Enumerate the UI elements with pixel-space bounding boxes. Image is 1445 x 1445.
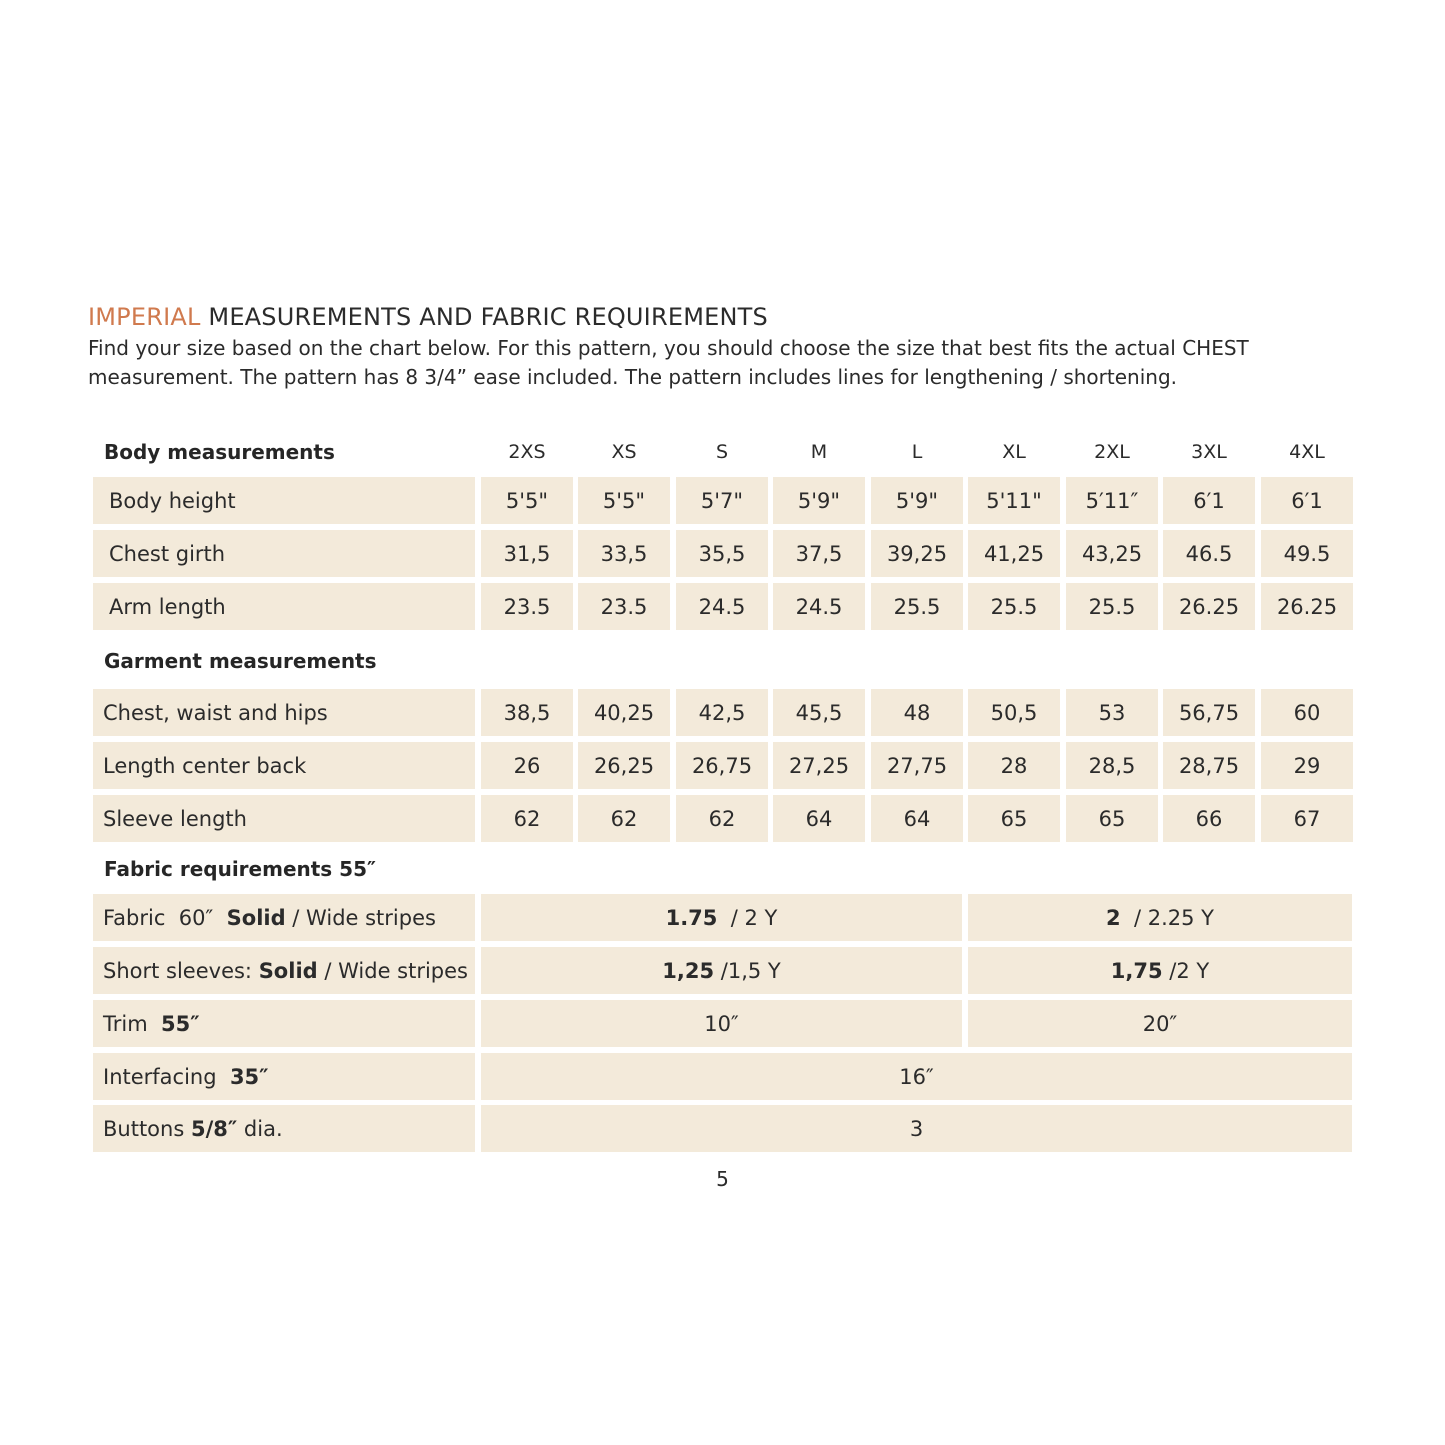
table-cell: 65 bbox=[968, 795, 1060, 842]
buttons-cell: 3 bbox=[481, 1105, 1352, 1152]
table-cell: 5'9" bbox=[871, 477, 963, 524]
table-cell: 56,75 bbox=[1163, 689, 1255, 736]
fabric-large-sizes-cell: 2 / 2.25 Y bbox=[968, 894, 1352, 941]
title-accent: IMPERIAL bbox=[88, 303, 201, 331]
row-label: Short sleeves: Solid / Wide stripes bbox=[93, 947, 475, 994]
fabric-small-sizes-cell: 1.75 / 2 Y bbox=[481, 894, 962, 941]
table-cell: 43,25 bbox=[1066, 530, 1158, 577]
table-cell: 5′11″ bbox=[1066, 477, 1158, 524]
table-row bbox=[0, 894, 1445, 941]
size-header: S bbox=[715, 441, 729, 463]
table-cell: 67 bbox=[1261, 795, 1353, 842]
table-cell: 28,75 bbox=[1163, 742, 1255, 789]
size-header: 3XL bbox=[1191, 441, 1227, 463]
table-cell: 53 bbox=[1066, 689, 1158, 736]
row-label: Sleeve length bbox=[93, 795, 475, 842]
table-cell: 26.25 bbox=[1163, 583, 1255, 630]
table-cell: 41,25 bbox=[968, 530, 1060, 577]
page-number: 5 bbox=[716, 1167, 729, 1191]
table-row bbox=[0, 1053, 1445, 1100]
table-cell: 42,5 bbox=[676, 689, 768, 736]
table-cell: 31,5 bbox=[481, 530, 573, 577]
table-cell: 29 bbox=[1261, 742, 1353, 789]
sleeves-large-sizes-cell: 1,75 /2 Y bbox=[968, 947, 1352, 994]
trim-large-sizes-cell: 20″ bbox=[968, 1000, 1352, 1047]
row-label: Buttons 5/8″ dia. bbox=[93, 1105, 475, 1152]
table-cell: 62 bbox=[676, 795, 768, 842]
table-cell: 5'7" bbox=[676, 477, 768, 524]
table-cell: 64 bbox=[871, 795, 963, 842]
size-header: L bbox=[911, 441, 923, 463]
size-header: 2XL bbox=[1094, 441, 1130, 463]
table-row bbox=[0, 530, 1445, 577]
table-cell: 33,5 bbox=[578, 530, 670, 577]
row-label: Length center back bbox=[93, 742, 475, 789]
row-label: Body height bbox=[93, 477, 475, 524]
table-cell: 27,75 bbox=[871, 742, 963, 789]
intro-text bbox=[88, 334, 1358, 392]
row-label: Chest girth bbox=[93, 530, 475, 577]
table-row bbox=[0, 742, 1445, 789]
row-label: Interfacing 35″ bbox=[93, 1053, 475, 1100]
table-cell: 6′1 bbox=[1261, 477, 1353, 524]
table-cell: 23.5 bbox=[481, 583, 573, 630]
table-row bbox=[0, 477, 1445, 524]
table-cell: 35,5 bbox=[676, 530, 768, 577]
intro-line-2: measurement. The pattern has 8 3/4” ease included. The pattern includes lines for lengthening / shortening. bbox=[88, 365, 1177, 389]
interfacing-cell: 16″ bbox=[481, 1053, 1352, 1100]
table-cell: 46.5 bbox=[1163, 530, 1255, 577]
table-cell: 6′1 bbox=[1163, 477, 1255, 524]
table-cell: 62 bbox=[578, 795, 670, 842]
size-header: 2XS bbox=[508, 441, 546, 463]
table-cell: 5'11" bbox=[968, 477, 1060, 524]
table-cell: 25.5 bbox=[968, 583, 1060, 630]
table-cell: 5'5" bbox=[578, 477, 670, 524]
table-cell: 26.25 bbox=[1261, 583, 1353, 630]
table-cell: 5'9" bbox=[773, 477, 865, 524]
row-label: Fabric 60″ Solid / Wide stripes bbox=[93, 894, 475, 941]
table-cell: 60 bbox=[1261, 689, 1353, 736]
row-label: Arm length bbox=[93, 583, 475, 630]
table-cell: 24.5 bbox=[773, 583, 865, 630]
table-cell: 48 bbox=[871, 689, 963, 736]
table-cell: 28,5 bbox=[1066, 742, 1158, 789]
table-row bbox=[0, 689, 1445, 736]
table-cell: 50,5 bbox=[968, 689, 1060, 736]
table-cell: 25.5 bbox=[1066, 583, 1158, 630]
table-row bbox=[0, 1000, 1445, 1047]
table-cell: 37,5 bbox=[773, 530, 865, 577]
row-label: Chest, waist and hips bbox=[93, 689, 475, 736]
body-measurements-heading: Body measurements bbox=[104, 440, 335, 464]
title-rest: MEASUREMENTS AND FABRIC REQUIREMENTS bbox=[200, 303, 768, 331]
table-cell: 40,25 bbox=[578, 689, 670, 736]
table-cell: 49.5 bbox=[1261, 530, 1353, 577]
table-cell: 27,25 bbox=[773, 742, 865, 789]
table-cell: 62 bbox=[481, 795, 573, 842]
size-header: 4XL bbox=[1289, 441, 1325, 463]
table-cell: 38,5 bbox=[481, 689, 573, 736]
table-row bbox=[0, 947, 1445, 994]
table-cell: 26 bbox=[481, 742, 573, 789]
table-cell: 25.5 bbox=[871, 583, 963, 630]
table-cell: 26,25 bbox=[578, 742, 670, 789]
size-header: XS bbox=[611, 441, 637, 463]
table-cell: 24.5 bbox=[676, 583, 768, 630]
table-cell: 66 bbox=[1163, 795, 1255, 842]
size-header: XL bbox=[1002, 441, 1026, 463]
table-row bbox=[0, 795, 1445, 842]
table-row bbox=[0, 1105, 1445, 1152]
garment-measurements-heading: Garment measurements bbox=[104, 649, 377, 673]
table-cell: 65 bbox=[1066, 795, 1158, 842]
table-cell: 39,25 bbox=[871, 530, 963, 577]
table-row bbox=[0, 583, 1445, 630]
trim-small-sizes-cell: 10″ bbox=[481, 1000, 962, 1047]
size-header: M bbox=[810, 441, 828, 463]
table-cell: 23.5 bbox=[578, 583, 670, 630]
table-cell: 45,5 bbox=[773, 689, 865, 736]
row-label: Trim 55″ bbox=[93, 1000, 475, 1047]
table-cell: 5'5" bbox=[481, 477, 573, 524]
sleeves-small-sizes-cell: 1,25 /1,5 Y bbox=[481, 947, 962, 994]
fabric-requirements-heading: Fabric requirements 55″ bbox=[104, 857, 376, 881]
table-cell: 28 bbox=[968, 742, 1060, 789]
page-title bbox=[88, 303, 768, 331]
table-cell: 64 bbox=[773, 795, 865, 842]
intro-line-1: Find your size based on the chart below. For this pattern, you should choose the size that best fits the actual CHEST bbox=[88, 336, 1249, 360]
table-cell: 26,75 bbox=[676, 742, 768, 789]
